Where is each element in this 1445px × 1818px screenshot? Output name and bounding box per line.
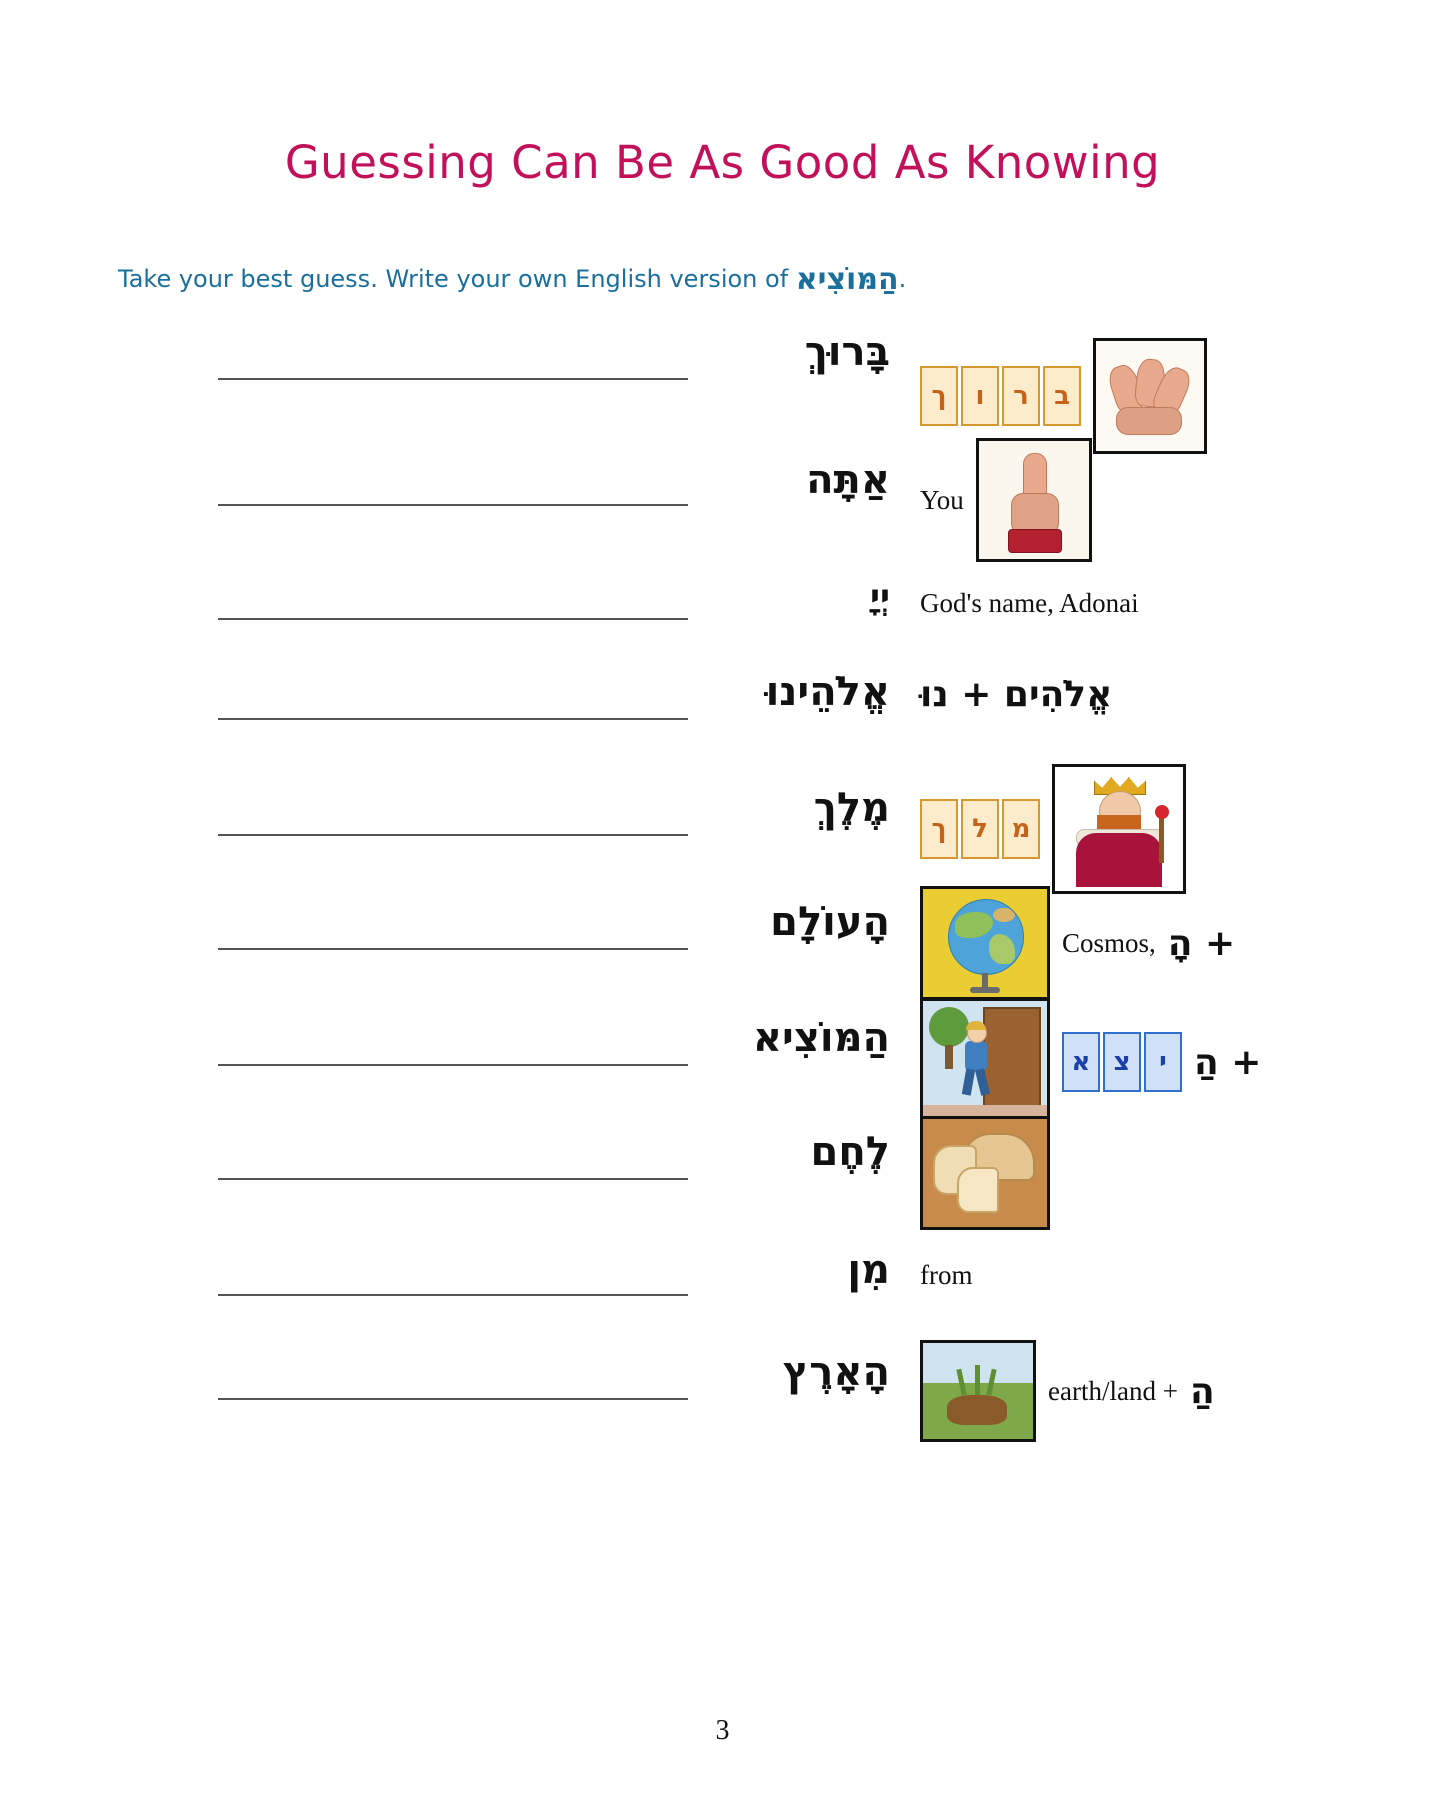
hebrew-breakdown: אֱלֹהִים + נוּ bbox=[920, 674, 1113, 715]
letter-tile: ו bbox=[961, 366, 999, 426]
door-panel-shape bbox=[983, 1007, 1041, 1121]
hint-area bbox=[920, 438, 1440, 562]
hebrew-word: יְיָ bbox=[869, 577, 890, 617]
hint-area bbox=[920, 764, 1440, 894]
hint-area bbox=[920, 1260, 1440, 1291]
answer-line[interactable] bbox=[218, 1294, 688, 1296]
globe-picture bbox=[920, 886, 1050, 1000]
answer-line[interactable] bbox=[218, 504, 688, 506]
letter-tiles bbox=[920, 366, 1081, 426]
praying-hands-picture bbox=[1093, 338, 1207, 454]
soil-shape bbox=[947, 1395, 1007, 1425]
worksheet-rows bbox=[0, 330, 1445, 1470]
hebrew-word: מִן bbox=[847, 1247, 890, 1293]
letter-tile: ך bbox=[920, 366, 958, 426]
wrist-shape bbox=[1116, 407, 1182, 435]
hebrew-word: בָּרוּךְ bbox=[804, 329, 890, 375]
letter-tile: י bbox=[1144, 1032, 1182, 1092]
hebrew-word: מֶלֶךְ bbox=[813, 785, 890, 831]
hebrew-word: הַמּוֹצִיא bbox=[752, 1015, 890, 1061]
earth-land-picture bbox=[920, 1340, 1036, 1442]
page-number: 3 bbox=[715, 1715, 730, 1746]
answer-line[interactable] bbox=[218, 378, 688, 380]
worksheet-row bbox=[0, 786, 1445, 900]
letter-tiles bbox=[920, 799, 1040, 859]
plant-shape bbox=[975, 1365, 980, 1395]
hint-text: You bbox=[920, 484, 964, 515]
landmass-shape bbox=[989, 934, 1015, 964]
hebrew-prefix: + הָ bbox=[1167, 922, 1236, 964]
bread-picture bbox=[920, 1116, 1050, 1230]
bread-slice-shape bbox=[957, 1167, 999, 1213]
letter-tile: ב bbox=[1043, 366, 1081, 426]
hint-area bbox=[920, 1116, 1440, 1230]
robe-shape bbox=[1076, 833, 1162, 887]
hebrew-word: אֱלֹהֵינוּ bbox=[765, 669, 890, 715]
answer-line[interactable] bbox=[218, 1064, 688, 1066]
orb-shape bbox=[1155, 805, 1169, 819]
answer-line[interactable] bbox=[218, 618, 688, 620]
answer-line[interactable] bbox=[218, 948, 688, 950]
hint-area bbox=[920, 886, 1440, 1000]
boy-hair-shape bbox=[966, 1021, 986, 1030]
letter-tile: ר bbox=[1002, 366, 1040, 426]
instruction-text-before: Take your best guess. Write your own English version of bbox=[118, 265, 796, 293]
hint-text: Cosmos, bbox=[1062, 927, 1156, 958]
instruction-text-after: . bbox=[898, 265, 907, 293]
hint-area bbox=[920, 998, 1440, 1126]
hebrew-word: לֶחֶם bbox=[810, 1129, 890, 1175]
sleeve-shape bbox=[1008, 529, 1062, 553]
hint-area bbox=[920, 674, 1440, 715]
hebrew-prefix: הַ bbox=[1189, 1370, 1215, 1412]
worksheet-row bbox=[0, 456, 1445, 570]
answer-line[interactable] bbox=[218, 834, 688, 836]
letter-tile: ל bbox=[961, 799, 999, 859]
letter-tile: א bbox=[1062, 1032, 1100, 1092]
worksheet-row bbox=[0, 1016, 1445, 1130]
tree-trunk-shape bbox=[945, 1045, 953, 1069]
letter-tile: צ bbox=[1103, 1032, 1141, 1092]
boy-body-shape bbox=[965, 1041, 987, 1071]
hint-area bbox=[920, 588, 1440, 619]
boy-leaving-door-picture bbox=[920, 998, 1050, 1126]
letter-tiles bbox=[1062, 1032, 1182, 1092]
landmass-shape bbox=[955, 912, 993, 938]
instruction-hebrew-word: הַמּוֹצִיא bbox=[795, 262, 899, 297]
pointing-finger-picture bbox=[976, 438, 1092, 562]
instruction-line bbox=[118, 262, 906, 297]
hint-text: earth/land + bbox=[1048, 1375, 1178, 1406]
worksheet-row bbox=[0, 1130, 1445, 1246]
hint-area bbox=[920, 338, 1440, 454]
globe-base bbox=[970, 987, 1000, 993]
worksheet-row bbox=[0, 570, 1445, 670]
hint-text: from bbox=[920, 1260, 973, 1290]
hebrew-prefix: + הַ bbox=[1194, 1041, 1262, 1083]
globe-sphere bbox=[948, 899, 1024, 975]
worksheet-row bbox=[0, 1246, 1445, 1350]
page-title: Guessing Can Be As Good As Knowing bbox=[284, 136, 1161, 189]
landmass-shape bbox=[993, 908, 1015, 922]
hebrew-word: הָעוֹלָם bbox=[770, 899, 890, 945]
worksheet-row bbox=[0, 1350, 1445, 1470]
answer-line[interactable] bbox=[218, 1178, 688, 1180]
tree-foliage-shape bbox=[929, 1007, 969, 1047]
answer-line[interactable] bbox=[218, 1398, 688, 1400]
letter-tile: מ bbox=[1002, 799, 1040, 859]
hint-area bbox=[920, 1340, 1440, 1442]
answer-line[interactable] bbox=[218, 718, 688, 720]
hint-text: God's name, Adonai bbox=[920, 588, 1139, 618]
hebrew-word: אַתָּה bbox=[806, 457, 890, 503]
letter-tile: ך bbox=[920, 799, 958, 859]
scepter-shape bbox=[1159, 813, 1164, 863]
hebrew-word: הָאָרֶץ bbox=[782, 1349, 890, 1395]
king-picture bbox=[1052, 764, 1186, 894]
